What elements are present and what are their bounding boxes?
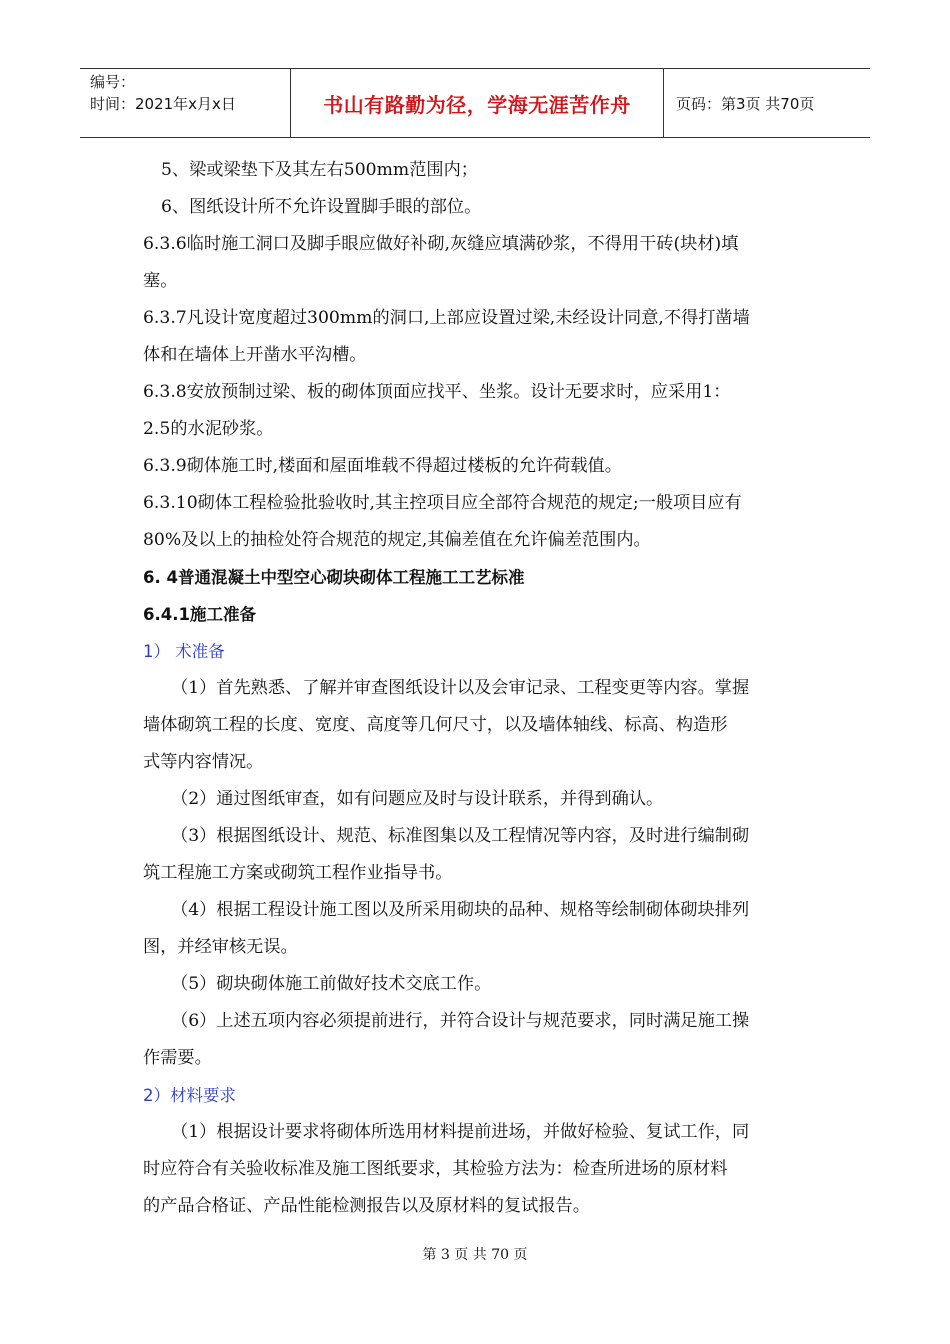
paragraph-cont: 式等内容情况。 bbox=[143, 752, 264, 772]
paragraph-cont: 作需要。 bbox=[143, 1048, 212, 1068]
time-label: 时间：2021年x月x日 bbox=[90, 95, 236, 113]
paragraph: （6）上述五项内容必须提前进行，并符合设计与规范要求，同时满足施工操 bbox=[171, 1011, 750, 1031]
clause-cont: 80%及以上的抽检处符合规范的规定,其偏差值在允许偏差范围内。 bbox=[143, 530, 651, 550]
subsection-heading: 6.4.1施工准备 bbox=[143, 605, 256, 624]
paragraph-cont: 墙体砌筑工程的长度、宽度、高度等几何尺寸，以及墙体轴线、标高、构造形 bbox=[143, 715, 728, 735]
item-heading: 2）材料要求 bbox=[143, 1086, 236, 1105]
paragraph-cont: 的产品合格证、产品性能检测报告以及原材料的复试报告。 bbox=[143, 1196, 590, 1216]
list-item: 6、图纸设计所不允许设置脚手眼的部位。 bbox=[161, 197, 482, 217]
document-body bbox=[143, 152, 808, 1225]
header-meta bbox=[80, 69, 290, 137]
item-heading: 1） 术准备 bbox=[143, 642, 225, 661]
paragraph: （1）首先熟悉、了解并审查图纸设计以及会审记录、工程变更等内容。掌握 bbox=[171, 678, 750, 698]
paragraph-cont: 图，并经审核无误。 bbox=[143, 937, 298, 957]
clause-cont: 体和在墙体上开凿水平沟槽。 bbox=[143, 345, 367, 365]
clause: 6.3.7凡设计宽度超过300mm的洞口,上部应设置过梁,未经设计同意,不得打凿墙 bbox=[143, 308, 750, 328]
page-footer: 第 3 页 共 70 页 bbox=[422, 1247, 528, 1263]
section-heading: 6. 4普通混凝土中型空心砌块砌体工程施工工艺标准 bbox=[143, 568, 525, 587]
paragraph: （5）砌块砌体施工前做好技术交底工作。 bbox=[171, 974, 492, 994]
paragraph-cont: 时应符合有关验收标准及施工图纸要求，其检验方法为：检查所进场的原材料 bbox=[143, 1159, 728, 1179]
motto: 书山有路勤为径，学海无涯苦作舟 bbox=[323, 92, 631, 117]
clause-cont: 2.5的水泥砂浆。 bbox=[143, 419, 274, 439]
paragraph: （2）通过图纸审查，如有问题应及时与设计联系，并得到确认。 bbox=[171, 789, 664, 809]
page-header bbox=[80, 68, 870, 138]
page-label: 页码：第3页 共70页 bbox=[676, 94, 815, 113]
paragraph: （3）根据图纸设计、规范、标准图集以及工程情况等内容，及时进行编制砌 bbox=[171, 826, 750, 846]
header-page-cell bbox=[664, 69, 870, 137]
paragraph: （1）根据设计要求将砌体所选用材料提前进场，并做好检验、复试工作，同 bbox=[171, 1122, 750, 1142]
clause: 6.3.10砌体工程检验批验收时,其主控项目应全部符合规范的规定;一般项目应有 bbox=[143, 493, 742, 513]
clause: 6.3.6临时施工洞口及脚手眼应做好补砌,灰缝应填满砂浆，不得用干砖(块材)填 bbox=[143, 234, 739, 254]
paragraph-cont: 筑工程施工方案或砌筑工程作业指导书。 bbox=[143, 863, 453, 883]
number-label: 编号： bbox=[90, 73, 136, 91]
header-motto-cell bbox=[290, 69, 664, 137]
clause: 6.3.9砌体施工时,楼面和屋面堆载不得超过楼板的允许荷载值。 bbox=[143, 456, 622, 476]
paragraph: （4）根据工程设计施工图以及所采用砌块的品种、规格等绘制砌体砌块排列 bbox=[171, 900, 750, 920]
clause-cont: 塞。 bbox=[143, 271, 178, 291]
clause: 6.3.8安放预制过梁、板的砌体顶面应找平、坐浆。设计无要求时，应采用1： bbox=[143, 382, 731, 402]
list-item: 5、梁或梁垫下及其左右500mm范围内； bbox=[161, 160, 478, 180]
